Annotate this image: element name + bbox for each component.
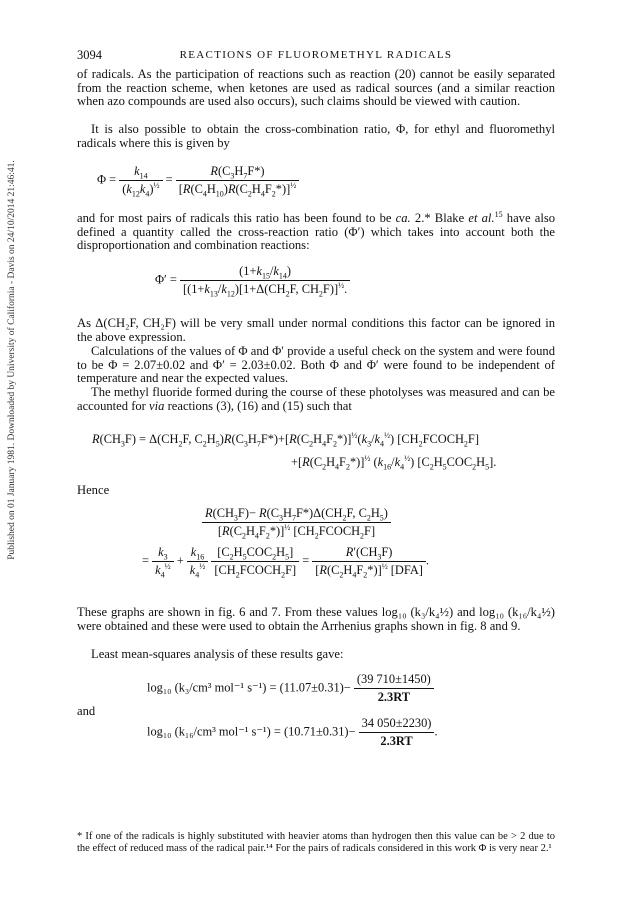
equation-hence-bottom: = $\frac{k_3}{k_4^{\frac{1}{2}}}$ + $\frac{k_{16}}{k_4^{\frac{1}{2}}}$ $\frac{[C_2H_5COC_2H_5]}{[CH_2FCOCH_2F]}$ = $\frac{R'(CH_3F)}{[R(C_2H_4F_2*)]^{\frac{1}{2}} [DFA]}$ . xyxy=(142,545,430,580)
equation-arrhenius-k3: log₁₀ (k₃/cm³ mol⁻¹ s⁻¹) = (11.07±0.31)− $\frac{(39 710\pm 1450)}{2.3RT}$ xyxy=(147,672,434,705)
paragraph-4: As Δ(CH₂F, CH₂F) will be very small under normal conditions this factor can be ignored in the above expression. xyxy=(77,316,555,344)
phi-fraction-r: $\frac{R(C_3H_7F*)}{[R(C_4H_{10})R(C_2H_4F_2*)]^{\frac{1}{2}}}$ xyxy=(176,164,299,197)
footnote: * If one of the radicals is highly substituted with heavier atoms than hydrogen then this value can be > 2 due to the effect of reduced mass of the radical pair.¹⁴ For the pairs of radicals considered in this work Φ is very near 2.¹ xyxy=(77,831,555,854)
and-text: and xyxy=(77,704,96,718)
running-title: REACTIONS OF FLUOROMETHYL RADICALS xyxy=(179,49,453,61)
equation-hence-top: $\frac{R(CH_3F)- R(C_3H_7F*)\Delta(CH_2F, C_2H_5)}{[R(C_2H_4F_2*)]^{\frac{1}{2}} [CH_2FCOCH_2F]}$ xyxy=(202,506,391,539)
phi-cross-fraction: $\frac{(1+k_{15}/k_{14})}{[(1+k_{13}/k_{12})[1+\Delta(CH_2F, CH_2F)]^{\frac{1}{2}}.}$ xyxy=(180,264,350,297)
paragraph-1: of radicals. As the participation of reactions such as reaction (20) cannot be easily separated from the reaction scheme, when ketones are used as radical sources (and a similar reaction when azo compounds are used also occurs), such claims should be viewed with caution. xyxy=(77,67,555,109)
hence-text: Hence xyxy=(77,483,110,497)
equation-methyl-fluoride-line2: $+[R(C_2H_4F_2*)]^{\frac{1}{2}}$ $(k_{16}/k_4^{\frac{1}{2}})$ $[C_2H_5COC_2H_5]$. xyxy=(291,453,497,472)
equation-methyl-fluoride-line1: $R(CH_3F) = \Delta(CH_2F$, $C_2H_5)R(C_3H_7F*)+[R(C_2H_4F_2*)]^{\frac{1}{2}}(k_3/k_4^{\frac{1}{2}})$ $[CH_2FCOCH_2F]$ xyxy=(92,430,479,449)
paragraph-3: and for most pairs of radicals this ratio has been found to be ca. 2.* Blake et al.$^{15}$ have also defined a quantity called the cross-reaction ratio (Φ′) which takes into account both the disproportionation and combination reactions: xyxy=(77,209,556,253)
equation-phi: Φ = $\frac{k_{14}}{(k_{12}k_4)^{\frac{1}{2}}}$ = $\frac{R(C_3H_7F*)}{[R(C_4H_{10})R(C_2H_4F_2*)]^{\frac{1}{2}}}$ xyxy=(97,164,299,197)
download-watermark xyxy=(6,110,18,610)
paragraph-8: Least mean-squares analysis of these results gave: xyxy=(91,647,344,661)
paragraph-2: It is also possible to obtain the cross-combination ratio, Φ, for ethyl and fluoromethyl radicals where this is given by xyxy=(77,122,555,150)
page-header xyxy=(77,48,555,64)
paragraph-5: Calculations of the values of Φ and Φ′ provide a useful check on the system and were found to be Φ = 2.07±0.02 and Φ′ = 2.03±0.02. Both Φ and Φ′ were found to be independent of temperature and near the expected values. xyxy=(77,344,555,386)
watermark-text: Published on 01 January 1981. Downloaded by University of California - Davis on 24/10/2014 21:46:41. xyxy=(7,160,17,560)
page-number: 3094 xyxy=(77,48,102,62)
paragraph-6: The methyl fluoride formed during the course of these photolyses was measured and can be accounted for via reactions (3), (16) and (15) such that xyxy=(77,385,555,413)
equation-arrhenius-k16: log₁₀ (k₁₆/cm³ mol⁻¹ s⁻¹) = (10.71±0.31)− $\frac{34 050\pm 2230)}{2.3RT}$ . xyxy=(147,716,438,748)
phi-fraction-k: $\frac{k_{14}}{(k_{12}k_4)^{\frac{1}{2}}}$ xyxy=(119,164,162,197)
paragraph-7: These graphs are shown in fig. 6 and 7. From these values log₁₀ (k₃/k₄½) and log₁₀ (k₁₆/k₄½) were obtained and these were used to obtain the Arrhenius graphs shown in fig. 8 and 9. xyxy=(77,605,555,633)
equation-phi-cross: Φ′ = $\frac{(1+k_{15}/k_{14})}{[(1+k_{13}/k_{12})[1+\Delta(CH_2F, CH_2F)]^{\frac{1}{2}}.}$ xyxy=(155,264,350,297)
